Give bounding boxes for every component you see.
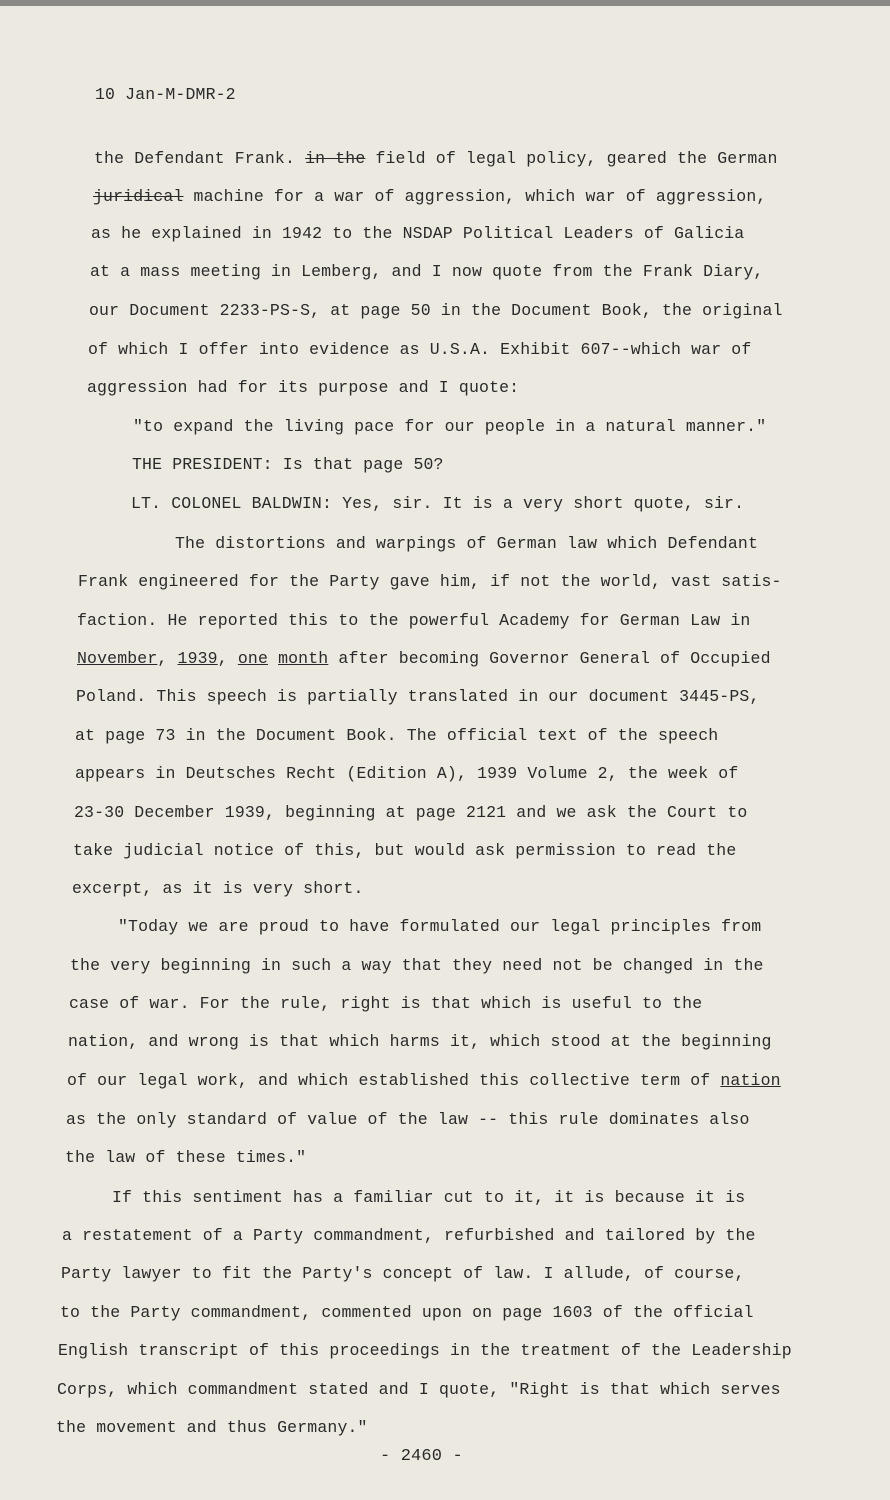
speaker-line: THE PRESIDENT: Is that page 50?: [132, 455, 444, 474]
underlined-text: month: [278, 649, 329, 668]
text-line: excerpt, as it is very short.: [72, 879, 364, 898]
text-line: appears in Deutsches Recht (Edition A), 1939 Volume 2, the week of: [75, 764, 739, 783]
text-line: at page 73 in the Document Book. The official text of the speech: [75, 726, 719, 745]
text-line: case of war. For the rule, right is that which is useful to the: [69, 994, 703, 1013]
text-segment: the Defendant Frank: [94, 149, 285, 168]
underlined-text: November: [77, 649, 158, 668]
text-line: the law of these times.": [65, 1148, 307, 1167]
text-line: nation, and wrong is that which harms it, which stood at the beginning: [68, 1032, 772, 1051]
text-line: aggression had for its purpose and I quote:: [87, 378, 520, 397]
text-segment: machine for a war of aggression, which war of aggression,: [183, 187, 767, 206]
text-line: our Document 2233-PS-S, at page 50 in the Document Book, the original: [89, 301, 783, 320]
text-line: the Defendant Frank. in the field of legal policy, geared the German: [94, 149, 778, 168]
page-top-edge: [0, 0, 890, 6]
text-line: English transcript of this proceedings in the treatment of the Leadership: [58, 1341, 792, 1360]
text-line: a restatement of a Party commandment, refurbished and tailored by the: [62, 1226, 756, 1245]
paragraph-start: If this sentiment has a familiar cut to it, it is because it is: [112, 1188, 746, 1207]
text-line: Party lawyer to fit the Party's concept of law. I allude, of course,: [61, 1264, 745, 1283]
page-number: - 2460 -: [380, 1447, 463, 1466]
text-line: Corps, which commandment stated and I quote, "Right is that which serves: [57, 1380, 781, 1399]
struck-text: juridical: [93, 187, 184, 206]
quoted-line: "to expand the living pace for our people in a natural manner.": [133, 417, 767, 436]
text-line: 23-30 December 1939, beginning at page 2121 and we ask the Court to: [74, 803, 748, 822]
underlined-text: one: [237, 649, 269, 668]
text-line: November, 1939, one month after becoming Governor General of Occupied: [77, 649, 771, 668]
quoted-paragraph: "Today we are proud to have formulated our legal principles from: [118, 917, 762, 936]
struck-text: in the: [305, 149, 366, 168]
text-line: [67, 1070, 781, 1092]
text-segment: of our legal work, and which established this collective term of: [67, 1071, 721, 1090]
text-line: faction. He reported this to the powerful Academy for German Law in: [77, 611, 751, 630]
text-line: at a mass meeting in Lemberg, and I now quote from the Frank Diary,: [90, 262, 764, 281]
text-line: the very beginning in such a way that they need not be changed in the: [70, 956, 764, 975]
text-line: [93, 186, 766, 208]
text-line: as he explained in 1942 to the NSDAP Political Leaders of Galicia: [91, 224, 745, 243]
text-line: to the Party commandment, commented upon on page 1603 of the official: [60, 1303, 754, 1322]
text-line: take judicial notice of this, but would ask permission to read the: [73, 841, 737, 860]
text-line: Poland. This speech is partially translated in our document 3445-PS,: [76, 687, 760, 706]
text-line: of which I offer into evidence as U.S.A. Exhibit 607--which war of: [88, 340, 752, 359]
text-segment: after becoming Governor General of Occupied: [328, 649, 771, 668]
underlined-text: 1939: [177, 649, 218, 668]
text-line: Frank engineered for the Party gave him, if not the world, vast satis-: [78, 572, 782, 591]
text-line: the movement and thus Germany.": [56, 1418, 368, 1437]
page-reference: 10 Jan-M-DMR-2: [95, 85, 236, 104]
speaker-line: LT. COLONEL BALDWIN: Yes, sir. It is a very short quote, sir.: [131, 494, 745, 513]
text-segment: field of legal policy, geared the German: [365, 149, 778, 168]
text-line: as the only standard of value of the law -- this rule dominates also: [66, 1110, 750, 1129]
paragraph-start: The distortions and warpings of German law which Defendant: [175, 534, 758, 553]
underlined-text: nation: [720, 1071, 781, 1090]
